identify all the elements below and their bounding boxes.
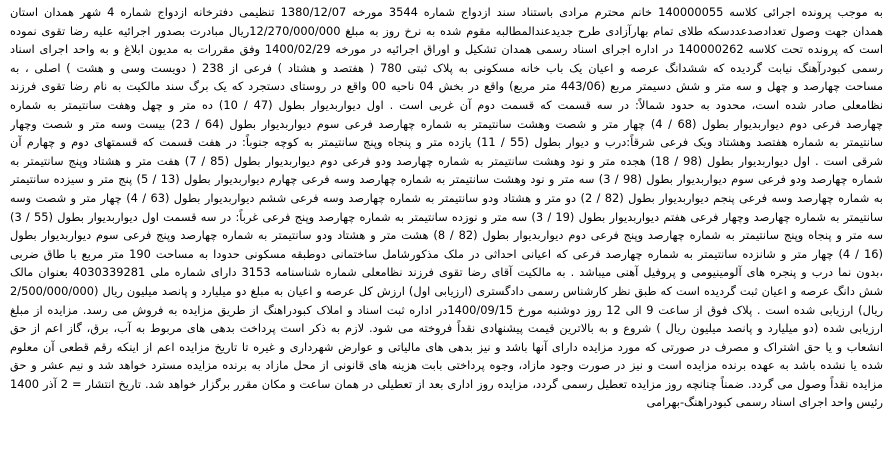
notice-line: چهارصد فرعی دوم دیواربدیوار بطول (68 / 4) چهار متر و شصت وهشت سانتیمتر به شماره چهارصد فرعی سوم دیواربدیوار بطول (64 / 23) بیست وسه متر و شصت وچهار — [10, 116, 883, 131]
notice-line: شماره چهارصد ودو فرعی سوم دیواربدیوار بطول (98 / 3) سه متر و نود وهشت سانتیمتر به شماره چهارصد وسه فرعی چهارم دیواربدیوار بطول (13 / 5) پنج متر و سیزده سانتیمتر — [10, 172, 883, 187]
notice-line: است که پرونده تحت کلاسه 140000262 در اداره اجرای اسناد رسمی همدان تشکیل و اوراق اجرائیه در مورخه 1400/02/29 وفق مقررات به مدیون ابلاغ و به واحد اجرای اسناد — [10, 42, 883, 57]
notice-line: مزایده نقداً وصول می گردد. ضمناً چنانچه روز مزایده تعطیل رسمی گردد، مزایده روز اداری بعد از تعطیلی در همان ساعت و مکان مقرر برگزار خواهد شد. تاریخ انتشار = 2 آذر 1400 — [10, 376, 883, 391]
notice-line: سانتیمتر به شماره چهارصد وچهار فرعی هفتم دیواربدیوار بطول (19 / 3) سه متر و نوزده سانتیمتر به شماره چهارصد وپنج فرعی غرباً: در سه قسمت اول دیواربدیوار بطول (55 / 3) — [10, 209, 883, 224]
notice-line: ارزیابی شده (دو میلیارد و پانصد میلیون ریال ) شروع و به بالاترین قیمت پیشنهادی نقداً فروخته می شود. لازم به ذکر است پرداخت بدهی های مربوط به آب، برق، گاز اعم از حق — [10, 321, 883, 336]
notice-line: شرقی است . اول دیواربدیوار بطول (98 / 18) هجده متر و نود وهشت سانتیمتر به شماره چهارصد ودو فرعی دوم دیواربدیوار بطول (85 / 7) هفت متر و هشتاد وپنج سانتیمتر به — [10, 153, 883, 168]
notice-line: سانتیمتر به شماره هفتصد وهشتاد ویک فرعی شرقاً:درب و دیوار بطول (55 / 11) یازده متر و پنجاه وپنج سانتیمتر به کوچه جنوباً: در هفت قسمت که قسمتهای دوم و چهارم آن — [10, 135, 883, 150]
notice-line: به موجب پرونده اجرائی کلاسه 140000055 خانم محترم مرادی باستناد سند ازدواج شماره 3544 مورخه 1380/12/07 تنظیمی دفترخانه ازدواج شماره 4 شهر همدان استان — [10, 5, 883, 19]
notice-line: مساحت چهارصد و چهل و سه متر و شش دسیمتر مربع (443/06 متر مربع) واقع در بخش 04 ناحیه 00 واقع در روستای دستجرد که یک برگ سند مالکیت به نام رضا تقوی فرزند — [10, 79, 883, 94]
notice-line: ریال) ارزیابی شده است . پلاک فوق از ساعت 9 الی 12 روز دوشنبه مورخ 1400/09/15در اداره ثبت اسناد و املاک کبودراهنگ از طریق مزایده به فروش می رسد. مزایده از مبلغ — [10, 302, 883, 317]
notice-line: شش دانگ عرصه و اعیان ثبت گردیده است که طبق نظر کارشناس رسمی دادگستری (ارزیابی اول) ارزش کل عرصه و اعیان به مبلغ دو میلیارد و پانصد میلیون ریال (2/500/000/000 — [10, 283, 883, 298]
notice-line: انشعاب و یا حق اشتراک و مصرف در صورتی که مورد مزایده دارای آنها باشد و نیز بدهی های مالیاتی و عوارض شهرداری و غیره تا تاریخ مزایده اعم از اینکه رقم قطعی آن معلوم — [10, 339, 883, 354]
notice-line: ،بدون نما درب و پنجره های آلومینیومی و پروفیل آهنی میباشد . به مالکیت آقای رضا تقوی فرزند نظامعلی شماره شناسنامه 3153 دارای شماره ملی 4030339281 بعنوان مالک — [10, 265, 883, 280]
notice-line: سه متر و پنجاه وپنج سانتیمتر به شماره چهارصد وپنج فرعی دوم دیواربدیوار بطول (82 / 8) هشت متر و هشتاد ودو سانتیمتر به شماره چهارصد وپنج فرعی سوم دیواربدیوار بطول — [10, 228, 883, 243]
notice-line: همدان جهت وصول تعدادصدعددسکه طلای تمام بهارآزادی طرح جدیدعندالمطالبه مقوم شده به نرخ روز به مبلغ 12/270/000/000ریال مبادرت بصدور اجرائیه علیه رضا تقوی نموده — [10, 23, 883, 38]
notice-line: شده یا نشده باشد به عهده برنده مزایده است و نیز در صورت وجود مازاد، وجوه پرداختی بابت هزینه های قانونی از محل مازاد به برنده مزایده مسترد خواهد شد و نیم عشر و حق — [10, 358, 883, 373]
notice-line: نظامعلی صادر شده است، محدود به حدود شمالاً: در سه قسمت که قسمت دوم آن غربی است . اول دیواربدیوار بطول (47 / 10) ده متر و چهل وهفت سانتیمتر به شماره — [10, 97, 883, 112]
notice-line: به شماره چهارصد وسه فرعی پنجم دیواربدیوار بطول (82 / 2) دو متر و هشتاد ودو سانتیمتر به شماره چهارصد وسه فرعی ششم دیواربدیوار بطول (63 / 4) چهار متر و شصت وسه — [10, 190, 883, 205]
notice-signature-line: رئیس واحد اجرای اسناد رسمی کبودراهنگ-بهرامی — [646, 395, 883, 410]
notice-line: (16 / 4) چهار متر و شانزده سانتیمتر به شماره چهارصد فرعی که اعیانی احداثی در ملک مذکورشامل ساختمانی دوطبقه مسکونی حدودا به مساحت 190 متر مربع با طاق ضربی — [10, 246, 883, 261]
notice-line: رسمی کبودرآهنگ نیابت گردیده که ششدانگ عرصه و اعیان یک باب خانه مسکونی به پلاک ثبتی 780 ( هفتصد و هشتاد ) فرعی از 238 ( دویست وسی و هشت ) اصلی ، به — [10, 60, 883, 75]
